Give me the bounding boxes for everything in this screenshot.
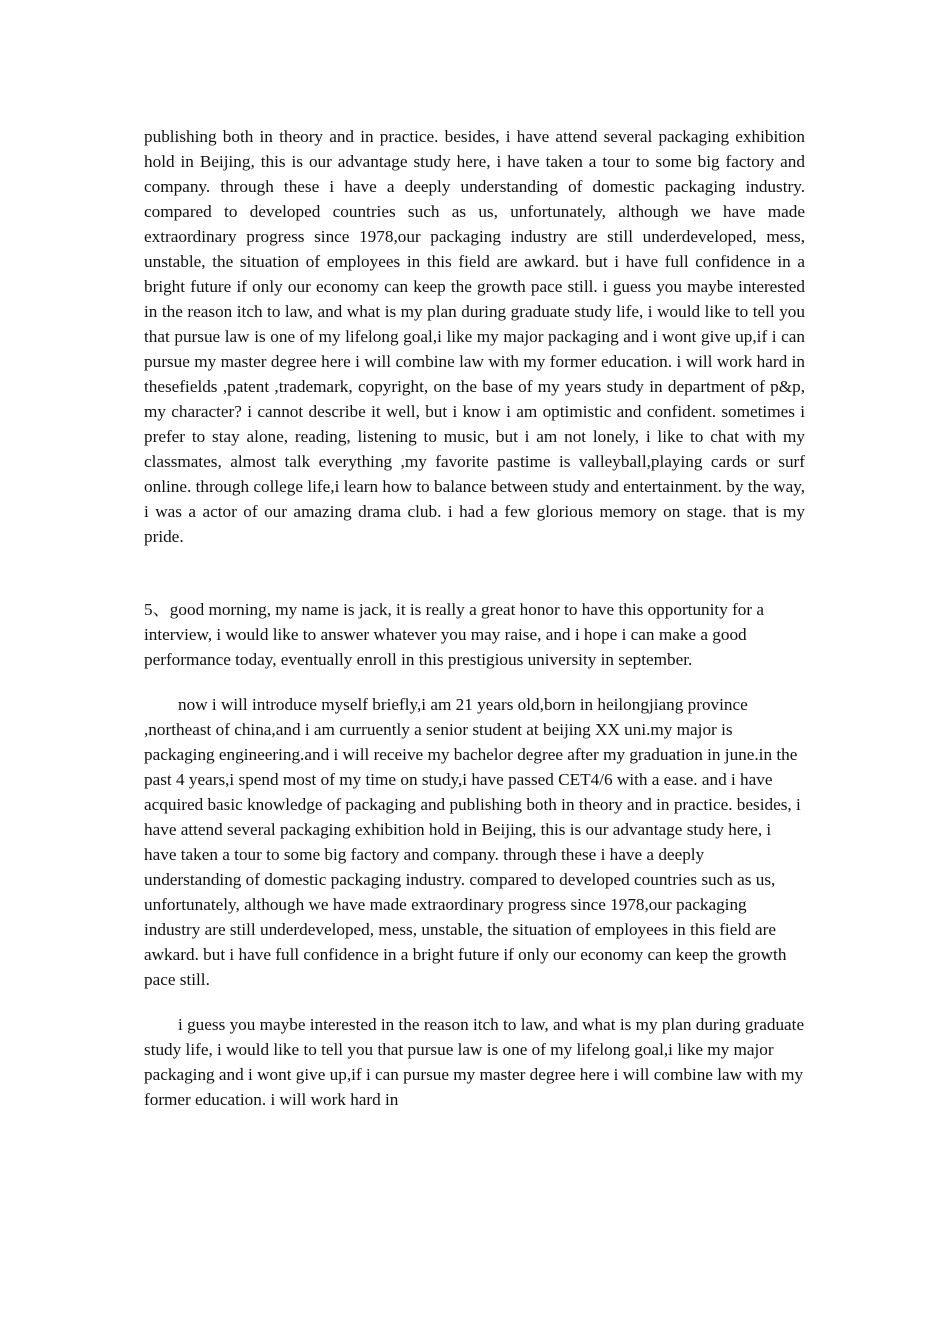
paragraph-item-5-greeting: 5、good morning, my name is jack, it is really a great honor to have this opportunity for a interview, i would like to answer whatever you may raise, and i hope i can make a good performance today, eventually enroll in this prestigious university in september. — [144, 600, 765, 669]
paragraph-study-plan: i guess you maybe interested in the reason itch to law, and what is my plan during graduate study life, i would like to tell you that pursue law is one of my lifelong goal,i like my major packaging and i wont give up,if i can pursue my master degree here i will combine law with my former education. i will work hard in — [144, 1015, 805, 1109]
paragraph-continuation: publishing both in theory and in practice. besides, i have attend several packaging exhibition hold in Beijing, this is our advantage study here, i have taken a tour to some big factory and company. through these i have a deeply understanding of domestic packaging industry. compared to developed countries such as us, unfortunately, although we have made extraordinary progress since 1978,our packaging industry are still underdeveloped, mess, unstable, the situation of employees in this field are awkard. but i have full confidence in a bright future if only our economy can keep the growth pace still. i guess you maybe interested in the reason itch to law, and what is my plan during graduate study life, i would like to tell you that pursue law is one of my lifelong goal,i like my major packaging and i wont give up,if i can pursue my master degree here i will combine law with my former education. i will work hard in thesefields ,patent ,trademark, copyright, on the base of my years study in department of p&p, my character? i cannot describe it well, but i know i am optimistic and confident. sometimes i prefer to stay alone, reading, listening to music, but i am not lonely, i like to chat with my classmates, almost talk everything ,my favorite pastime is valleyball,playing cards or surf online. through college life,i learn how to balance between study and entertainment. by the way, i was a actor of our amazing drama club. i had a few glorious memory on stage. that is my pride. — [144, 127, 805, 546]
paragraph-self-introduction: now i will introduce myself briefly,i am 21 years old,born in heilongjiang province ,northeast of china,and i am curruently a senior student at beijing XX uni.my major is packaging engineering.and i will receive my bachelor degree after my graduation in june.in the past 4 years,i spend most of my time on study,i have passed CET4/6 with a ease. and i have acquired basic knowledge of packaging and publishing both in theory and in practice. besides, i have attend several packaging exhibition hold in Beijing, this is our advantage study here, i have taken a tour to some big factory and company. through these i have a deeply understanding of domestic packaging industry. compared to developed countries such as us, unfortunately, although we have made extraordinary progress since 1978,our packaging industry are still underdeveloped, mess, unstable, the situation of employees in this field are awkard. but i have full confidence in a bright future if only our economy can keep the growth pace still. — [144, 695, 801, 989]
document-body — [144, 124, 805, 1112]
